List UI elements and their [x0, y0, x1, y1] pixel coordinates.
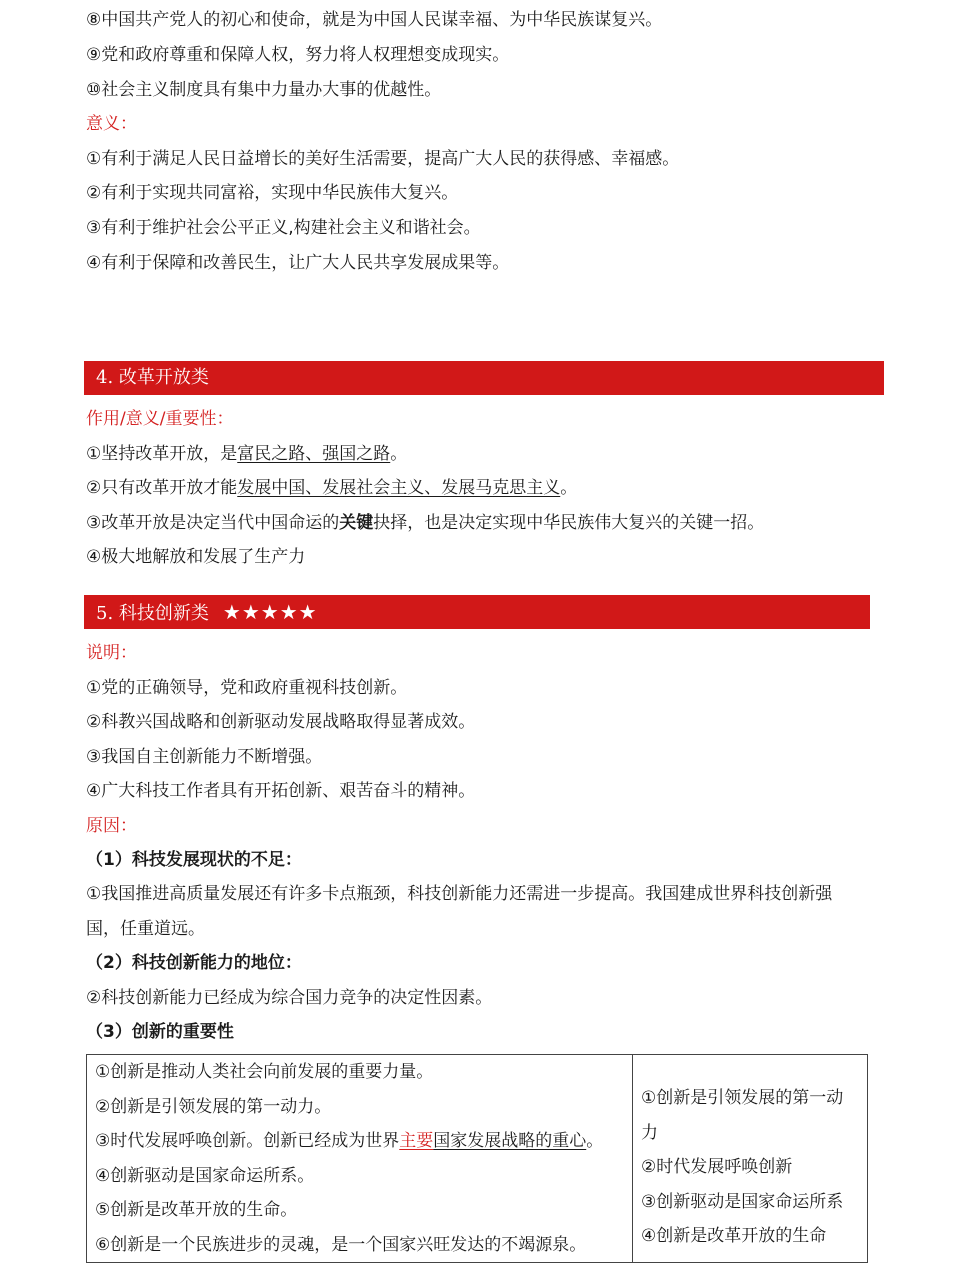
highlight-text: 主要: [399, 1131, 434, 1151]
underlined-text: 国家发展战略的重心: [433, 1131, 587, 1151]
sub-heading: （2）科技创新能力的地位：: [86, 953, 302, 973]
list-item: ①党的正确领导，党和政府重视科技创新。: [86, 678, 408, 698]
section-banner-innovation: [84, 595, 870, 629]
table-row: 力: [641, 1122, 658, 1143]
innovation-table: [86, 1054, 868, 1263]
section-title: 5. 科技创新类: [96, 603, 209, 624]
list-item: ①有利于满足人民日益增长的美好生活需要，提高广大人民的获得感、幸福感。: [86, 149, 680, 169]
table-row: ②创新是引领发展的第一动力。: [95, 1096, 332, 1117]
paragraph-line: 国，任重道远。: [86, 919, 205, 939]
meaning-heading: 意义：: [86, 114, 137, 134]
bold-text: 关键: [339, 513, 374, 533]
list-item: ④广大科技工作者具有开拓创新、艰苦奋斗的精神。: [86, 781, 476, 801]
text: ③改革开放是决定当代中国命运的: [86, 513, 340, 533]
table-row: ④创新是改革开放的生命: [641, 1226, 827, 1246]
list-item: ⑨党和政府尊重和保障人权，努力将人权理想变成现实。: [86, 45, 510, 65]
section-heading: 作用/意义/重要性：: [86, 409, 234, 429]
text: ②只有改革开放才能: [86, 478, 238, 498]
text: 。: [586, 1131, 604, 1151]
section-title: 4. 改革开放类: [96, 367, 209, 388]
star-rating-icon: ★★★★★: [222, 600, 318, 624]
underlined-text: 富民之路、强国之路: [237, 444, 391, 464]
text: 抉择，也是决定实现中华民族伟大复兴的关键一招。: [373, 513, 765, 533]
list-item: ④有利于保障和改善民生，让广大人民共享发展成果等。: [86, 253, 510, 273]
sub-heading: （1）科技发展现状的不足：: [86, 850, 302, 870]
list-item: ④极大地解放和发展了生产力: [86, 547, 306, 567]
paragraph-line: ①我国推进高质量发展还有许多卡点瓶颈，科技创新能力还需进一步提高。我国建成世界科技创新强: [86, 884, 833, 904]
list-item: ⑧中国共产党人的初心和使命，就是为中国人民谋幸福、为中华民族谋复兴。: [86, 10, 663, 30]
table-cell-right: [633, 1055, 868, 1263]
table-row: ①创新是推动人类社会向前发展的重要力量。: [95, 1062, 434, 1082]
sub-heading: （3）创新的重要性: [86, 1022, 234, 1042]
list-item: ②有利于实现共同富裕，实现中华民族伟大复兴。: [86, 183, 459, 203]
list-item: [86, 442, 407, 466]
text: 。: [390, 444, 408, 464]
table-row: ⑥创新是一个民族进步的灵魂，是一个国家兴旺发达的不竭源泉。: [95, 1234, 587, 1255]
table-cell-left: [87, 1055, 633, 1263]
underlined-text: 发展中国、发展社会主义、发展马克思主义: [237, 478, 561, 498]
section-heading: 原因：: [86, 816, 137, 836]
table-row: ③创新驱动是国家命运所系: [641, 1191, 844, 1212]
text: ③时代发展呼唤创新。创新已经成为世界: [95, 1131, 400, 1151]
list-item: ⑩社会主义制度具有集中力量办大事的优越性。: [86, 80, 442, 100]
table-row: ⑤创新是改革开放的生命。: [95, 1200, 298, 1220]
list-item: [86, 511, 764, 535]
table-row: ①创新是引领发展的第一动: [641, 1088, 844, 1108]
paragraph-line: ②科技创新能力已经成为综合国力竞争的决定性因素。: [86, 988, 493, 1008]
text: 。: [560, 478, 578, 498]
section-banner-reform: [84, 361, 884, 395]
table-row: ④创新驱动是国家命运所系。: [95, 1165, 315, 1186]
list-item: [86, 476, 577, 500]
list-item: ③有利于维护社会公平正义,构建社会主义和谐社会。: [86, 218, 481, 238]
list-item: ②科教兴国战略和创新驱动发展战略取得显著成效。: [86, 712, 476, 732]
text: ①坚持改革开放，是: [86, 444, 238, 464]
table-row: [87, 1124, 632, 1159]
section-heading: 说明：: [86, 643, 137, 663]
table-row: ②时代发展呼唤创新: [641, 1157, 793, 1177]
list-item: ③我国自主创新能力不断增强。: [86, 747, 323, 767]
